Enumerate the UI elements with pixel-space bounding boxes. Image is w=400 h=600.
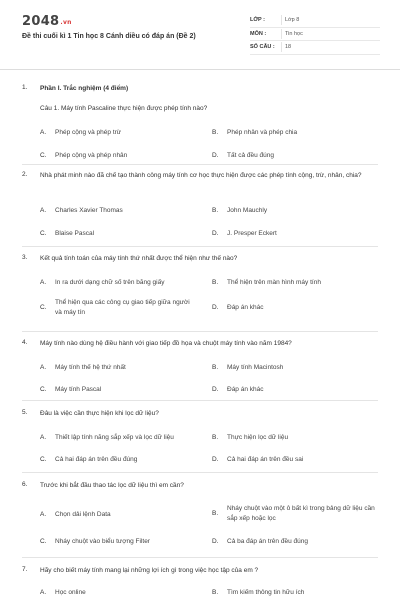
option-letter: C. [40,538,47,545]
option-text: Cả ba đáp án trên đều đúng [227,538,308,545]
option-letter: A. [40,207,47,214]
option-text: Thể hiện trên màn hình máy tính [227,279,321,286]
option-text: Máy tính thế hệ thứ nhất [55,364,126,371]
logo-text: 2048 [22,14,60,29]
option-c[interactable] [40,298,195,317]
option-d[interactable] [212,385,367,395]
option-letter: A. [40,434,47,441]
question-text: Nhà phát minh nào đã chế tạo thành công máy tính cơ học thực hiện được các phép tính cộng, trừ, nhân, chia? [40,172,362,179]
option-text: Máy tính Macintosh [227,364,284,371]
option-letter: A. [40,589,47,596]
option-a[interactable] [40,510,195,520]
question-text: Máy tính nào dùng hệ điều hành với giao tiếp đồ họa và chuột máy tính vào năm 1984? [40,340,292,347]
question-text: Trước khi bắt đầu thao tác lọc dữ liệu thì em cần? [40,482,184,489]
option-text: Tìm kiếm thông tin hữu ích [227,589,305,596]
meta-row-class [250,14,380,28]
option-c[interactable] [40,385,195,395]
option-letter: B. [212,129,219,136]
option-text: Học online [55,589,86,596]
option-letter: D. [212,456,219,463]
section-number: 1. [22,84,28,91]
option-b[interactable] [212,504,387,523]
question-number: 5. [22,409,28,416]
option-a[interactable] [40,128,195,138]
meta-key: LỚP : [250,17,265,24]
meta-value: Lớp 8 [285,17,300,24]
meta-separator [281,15,282,25]
option-letter: A. [40,364,47,371]
option-text: In ra dưới dạng chữ số trên băng giấy [55,279,165,286]
option-c[interactable] [40,229,195,239]
option-letter: C. [40,152,47,159]
option-letter: B. [212,207,219,214]
option-text: Charles Xavier Thomas [55,207,123,214]
option-text: Cả hai đáp án trên đều đúng [55,456,138,463]
question-text: Hãy cho biết máy tính mang lại những lợi ích gì trong việc học tập của em ? [40,567,259,574]
option-text: Nháy chuột vào một ô bất kì trong bảng dữ liệu cần sắp xếp hoặc lọc [227,505,375,522]
option-a[interactable] [40,588,195,598]
option-letter: B. [212,364,219,371]
meta-value: 18 [285,44,292,51]
option-a[interactable] [40,433,195,443]
option-c[interactable] [40,151,195,161]
option-a[interactable] [40,206,195,216]
option-a[interactable] [40,278,195,288]
option-text: Máy tính Pascal [55,386,102,393]
option-text: Thể hiện qua các công cụ giao tiếp giữa người và máy tín [55,299,190,316]
option-text: J. Presper Eckert [227,230,277,237]
question-number: 4. [22,339,28,346]
divider [22,472,378,473]
option-text: Thiết lập tính năng sắp xếp và lọc dữ liệu [55,434,174,441]
question-text: Câu 1. Máy tính Pascaline thực hiện được phép tính nào? [40,105,208,112]
option-letter: C. [40,456,47,463]
meta-row-count [250,41,380,55]
question-text: Đâu là việc cần thực hiện khi lọc dữ liệu? [40,410,159,417]
option-letter: A. [40,129,47,136]
divider [22,331,378,332]
option-text: John Mauchly [227,207,268,214]
option-letter: C. [40,303,47,311]
meta-separator [281,42,282,52]
option-letter: A. [40,511,47,518]
option-letter: D. [212,152,219,159]
question-number: 3. [22,254,28,261]
meta-value: Tin học [285,30,303,37]
option-b[interactable] [212,588,367,598]
divider [22,400,378,401]
exam-title: Đề thi cuối kì 1 Tin học 8 Cánh diều có đáp án (Đề 2) [22,33,196,40]
option-b[interactable] [212,128,367,138]
option-letter: D. [212,230,219,237]
meta-key: SỐ CÂU : [250,44,275,51]
divider [22,164,378,165]
option-text: Nháy chuột vào biểu tượng Filter [55,538,150,545]
option-b[interactable] [212,206,367,216]
option-letter: C. [40,386,47,393]
option-text: Phép nhân và phép chia [227,129,298,136]
option-d[interactable] [212,537,367,547]
option-text: Đáp án khác [227,386,264,393]
option-letter: A. [40,279,47,286]
option-d[interactable] [212,151,367,161]
option-c[interactable] [40,537,195,547]
question-number: 6. [22,481,28,488]
option-c[interactable] [40,455,195,465]
option-text: Phép cộng và phép nhân [55,152,128,159]
option-text: Blaise Pascal [55,230,95,237]
option-b[interactable] [212,363,367,373]
option-a[interactable] [40,363,195,373]
option-b[interactable] [212,433,367,443]
option-text: Chọn dải lệnh Data [55,511,111,518]
option-b[interactable] [212,278,367,288]
option-text: Tất cả đều đúng [227,152,274,159]
option-text: Phép cộng và phép trừ [55,129,122,136]
option-letter: D. [212,538,219,545]
divider [22,246,378,247]
page-header [0,0,400,70]
meta-row-subject [250,28,380,42]
exam-meta-table [250,14,380,55]
logo-suffix: .vn [60,19,72,26]
option-letter: D. [212,304,219,311]
option-d[interactable] [212,455,367,465]
meta-key: MÔN : [250,30,267,37]
option-letter: B. [212,434,219,441]
question-number: 7. [22,566,28,573]
option-letter: C. [40,230,47,237]
option-text: Cả hai đáp án trên đều sai [227,456,304,463]
question-number: 2. [22,171,28,178]
option-letter: B. [212,509,219,517]
section-title: Phần I. Trắc nghiệm (4 điểm) [40,85,129,92]
site-logo[interactable] [22,14,72,29]
option-text: Đáp án khác [227,304,264,311]
option-d[interactable] [212,229,367,239]
question-text: Kết quả tính toán của máy tính thứ nhất được thể hiện như thế nào? [40,255,238,262]
option-letter: B. [212,279,219,286]
option-letter: D. [212,386,219,393]
option-text: Thực hiện lọc dữ liệu [227,434,289,441]
option-d[interactable] [212,303,367,313]
meta-separator [281,29,282,39]
option-letter: B. [212,589,219,596]
divider [22,557,378,558]
